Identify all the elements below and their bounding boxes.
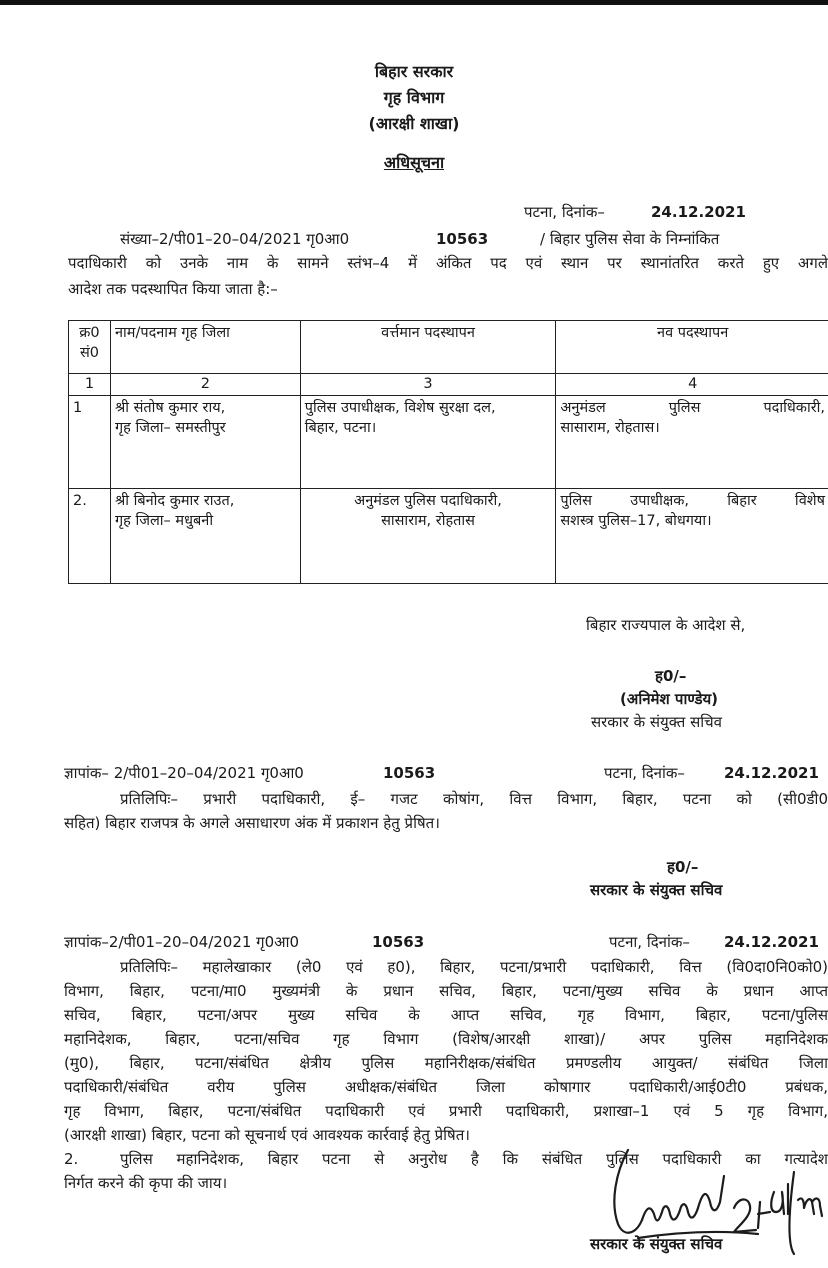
memo2-para2-number: 2. [64, 1150, 79, 1168]
memo1-ref: ज्ञापांक– 2/पी01–20–04/2021 गृ0आ0 [64, 764, 304, 782]
memo2-date: 24.12.2021 [724, 933, 819, 951]
row-new-posting [556, 489, 828, 584]
row-sn: 1 [69, 396, 111, 489]
memo2-copy-line: गृह विभाग, बिहार, पटना/संबंधित पदाधिकारी एवं प्रभारी पदाधिकारी, प्रशाखा–1 एवं 5 गृह विभाग, [64, 1102, 828, 1120]
table-colnum-row [69, 374, 828, 396]
memo2-para2-line1: पुलिस महानिदेशक, बिहार पटना से अनुरोध है कि संबंधित पुलिस पदाधिकारी का गत्यादेश [120, 1150, 828, 1168]
memo2-copy-line: महानिदेशक, बिहार, पटना/सचिव गृह विभाग (विशेष/आरक्षी शाखा)/ अपर पुलिस महानिदेशक [64, 1030, 828, 1048]
notification-body-line1: / बिहार पुलिस सेवा के निम्नांकित [540, 230, 720, 248]
new-posting-l1: पुलिस उपाधीक्षक, बिहार विशेष [560, 493, 825, 509]
govt-name: बिहार सरकार [374, 62, 454, 81]
memo2-copy-line: (आरक्षी शाखा) बिहार, पटना को सूचनार्थ एवं आवश्यक कार्रवाई हेतु प्रेषित। [64, 1126, 470, 1144]
home-district: गृह जिला– मधुबनी [114, 513, 214, 529]
memo1-copy-line2: सहित) बिहार राजपत्र के अगले असाधारण अंक में प्रकाशन हेतु प्रेषित। [64, 814, 440, 832]
home-district: गृह जिला– समस्तीपुर [114, 420, 226, 436]
row-current-posting [300, 396, 556, 489]
current-posting-l1: पुलिस उपाधीक्षक, विशेष सुरक्षा दल, [304, 400, 496, 416]
header-sn: क्र0 सं0 [69, 321, 111, 374]
transfer-table [68, 320, 828, 584]
notification-body-line3: आदेश तक पदस्थापित किया जाता है:– [68, 280, 278, 298]
memo2-place-date-label: पटना, दिनांक– [609, 933, 690, 951]
header-new-posting: नव पदस्थापन [556, 321, 828, 374]
row-new-posting [556, 396, 828, 489]
colnum-4: 4 [556, 374, 828, 396]
document-title: अधिसूचना [383, 153, 445, 172]
top-edge-bar [0, 0, 828, 5]
notification-ref: संख्या–2/पी01–20–04/2021 गृ0आ0 [120, 230, 350, 248]
new-posting-l2: सशस्त्र पुलिस–17, बोधगया। [560, 513, 712, 529]
table-row [69, 489, 828, 584]
signed-sd-1: ह0/– [655, 667, 687, 685]
officer-name: श्री संतोष कुमार राय, [114, 400, 226, 416]
memo2-copy-line: विभाग, बिहार, पटना/मा0 मुख्यमंत्री के प्रधान सचिव, बिहार, पटना/मुख्य सचिव के प्रधान आप्त [64, 982, 828, 1000]
signatory-designation-3: सरकार के संयुक्त सचिव [590, 1235, 723, 1253]
row-name [110, 489, 300, 584]
signed-sd-2: ह0/– [667, 858, 699, 876]
row-current-posting [300, 489, 556, 584]
table-row [69, 396, 828, 489]
officer-name: श्री बिनोद कुमार राउत, [114, 493, 235, 509]
memo2-ref-no: 10563 [372, 933, 425, 951]
notification-body-line2: पदाधिकारी को उनके नाम के सामने स्तंभ–4 में अंकित पद एवं स्थान पर स्थानांतरित करते हुए अगले [68, 254, 828, 272]
header-current-posting: वर्त्तमान पदस्थापन [300, 321, 556, 374]
memo2-copy-line: सचिव, बिहार, पटना/अपर मुख्य सचिव के आप्त सचिव, गृह विभाग, बिहार, पटना/पुलिस [64, 1006, 828, 1024]
memo2-ref: ज्ञापांक–2/पी01–20–04/2021 गृ0आ0 [64, 933, 300, 951]
memo2-copy-line: प्रतिलिपिः– महालेखाकार (ले0 एवं ह0), बिहार, पटना/प्रभारी पदाधिकारी, वित्त (वि0दा0नि0को0) [120, 958, 828, 976]
row-name [110, 396, 300, 489]
notification-ref-no: 10563 [436, 230, 489, 248]
memo1-ref-no: 10563 [383, 764, 436, 782]
department-name: गृह विभाग [383, 88, 445, 107]
memo1-copy-line1: प्रतिलिपिः– प्रभारी पदाधिकारी, ई– गजट कोषांग, वित्त विभाग, बिहार, पटना को (सी0डी0 [120, 790, 828, 808]
memo2-para2-line2: निर्गत करने की कृपा की जाय। [64, 1174, 228, 1192]
memo2-copy-line: पदाधिकारी/संबंधित वरीय पुलिस अधीक्षक/संबंधित जिला कोषागार पदाधिकारी/आई0टी0 प्रबंधक, [64, 1078, 828, 1096]
row-sn: 2. [69, 489, 111, 584]
signatory-designation-1: सरकार के संयुक्त सचिव [591, 713, 722, 731]
signatory-name: (अनिमेश पाण्डेय) [620, 690, 719, 708]
current-posting-l2: बिहार, पटना। [304, 420, 377, 436]
place-date-label: पटना, दिनांक– [524, 203, 605, 221]
branch-name: (आरक्षी शाखा) [368, 114, 460, 133]
table-header-row [69, 321, 828, 374]
current-posting-l1: अनुमंडल पुलिस पदाधिकारी, [354, 493, 502, 509]
header-name: नाम/पदनाम गृह जिला [110, 321, 300, 374]
memo2-copy-line: (मु0), बिहार, पटना/संबंधित क्षेत्रीय पुलिस महानिरीक्षक/संबंधित प्रमण्डलीय आयुक्त/ संबंधित जिला [64, 1054, 828, 1072]
new-posting-l2: सासाराम, रोहतास। [560, 420, 660, 436]
notification-date: 24.12.2021 [651, 203, 746, 221]
order-by-governor: बिहार राज्यपाल के आदेश से, [586, 616, 746, 634]
new-posting-l1: अनुमंडल पुलिस पदाधिकारी, [560, 400, 825, 416]
memo1-date: 24.12.2021 [724, 764, 819, 782]
current-posting-l2: सासाराम, रोहतास [381, 513, 475, 529]
colnum-1: 1 [69, 374, 111, 396]
memo1-place-date-label: पटना, दिनांक– [604, 764, 685, 782]
colnum-3: 3 [300, 374, 556, 396]
colnum-2: 2 [110, 374, 300, 396]
signatory-designation-2: सरकार के संयुक्त सचिव [590, 881, 723, 899]
